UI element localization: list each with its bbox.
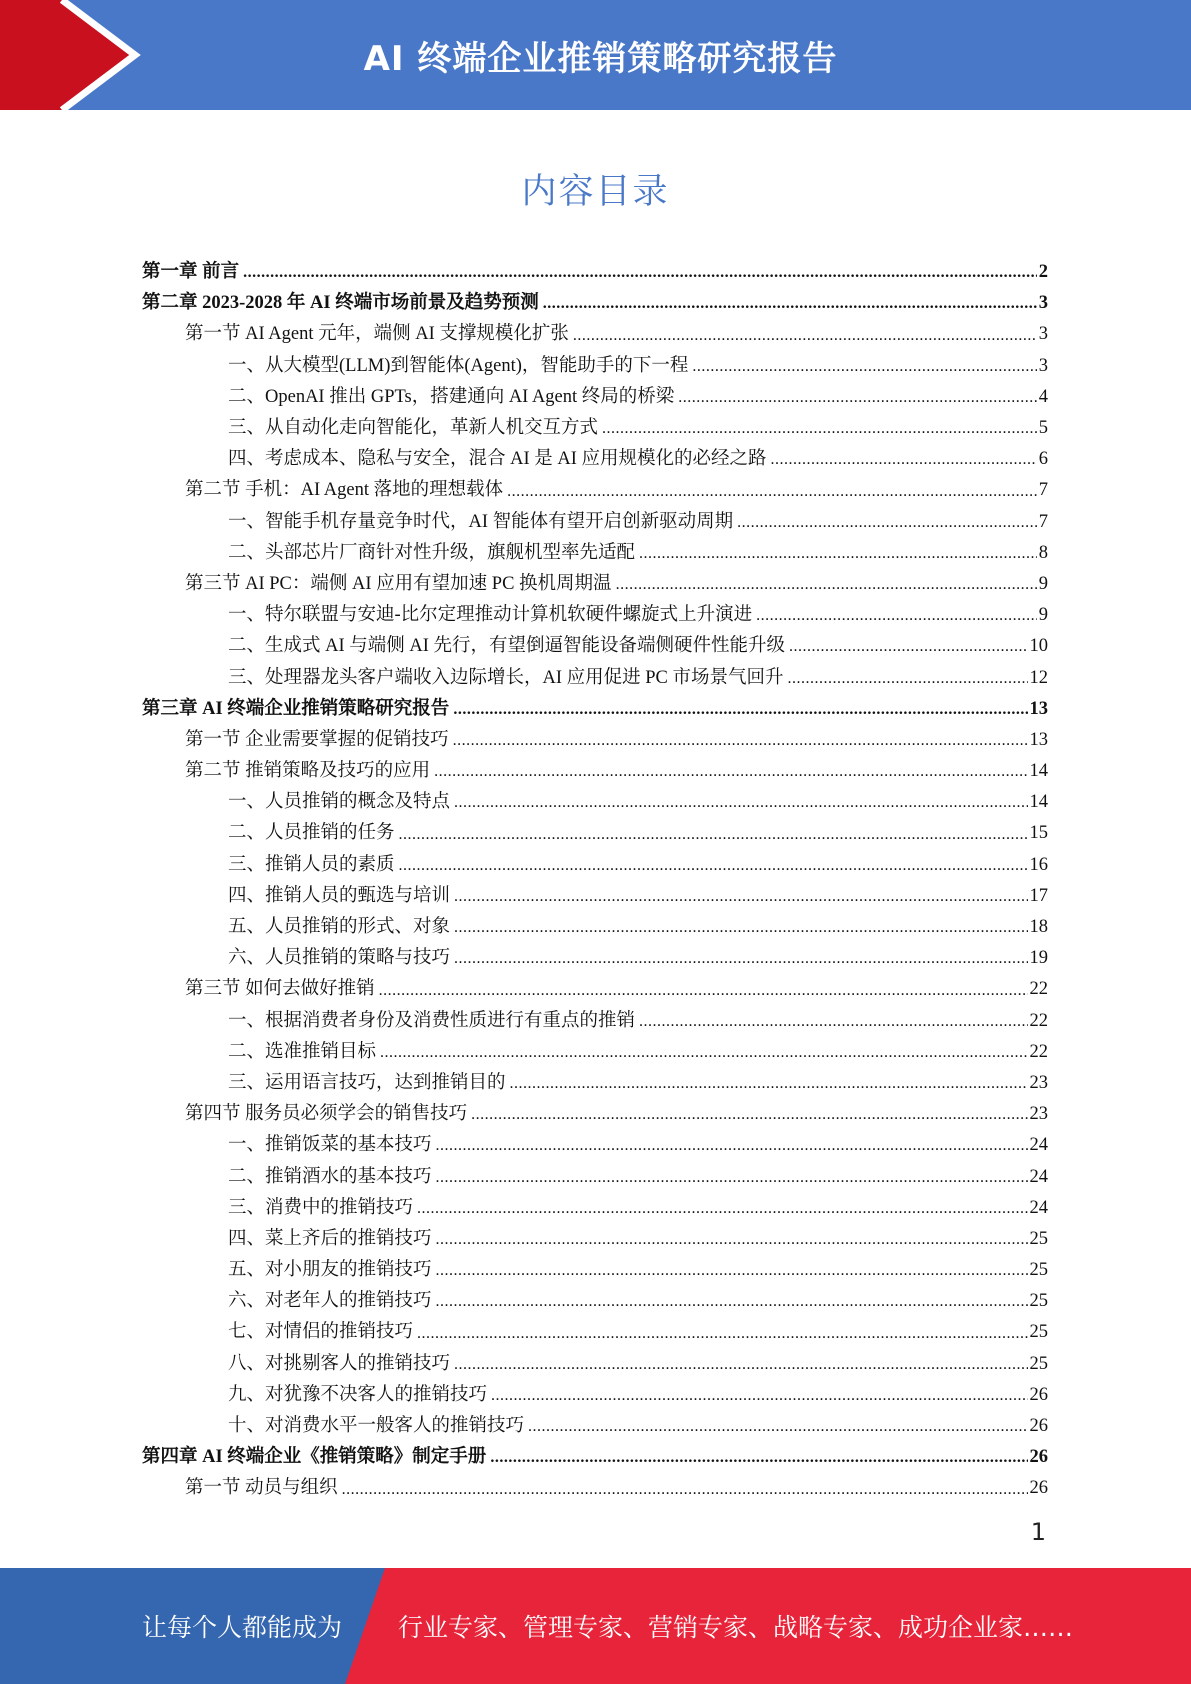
toc-entry-title: 三、从自动化走向智能化，革新人机交互方式 bbox=[228, 418, 599, 438]
toc-subsection-entry[interactable] bbox=[142, 1189, 1048, 1220]
toc-entry-page: 23 bbox=[1029, 1104, 1048, 1125]
toc-section-entry[interactable] bbox=[142, 970, 1048, 1001]
toc-subsection-entry[interactable] bbox=[142, 814, 1048, 845]
toc-dot-leader bbox=[692, 357, 1036, 378]
toc-entry-title: 七、对情侣的推销技巧 bbox=[228, 1322, 414, 1343]
toc-entry-page: 16 bbox=[1029, 854, 1048, 875]
toc-subsection-entry[interactable] bbox=[142, 1282, 1048, 1313]
toc-subsection-entry[interactable] bbox=[142, 378, 1048, 409]
toc-dot-leader bbox=[453, 731, 1028, 752]
header-banner bbox=[0, 0, 1191, 110]
toc-chapter-entry[interactable] bbox=[142, 1438, 1048, 1469]
toc-dot-leader bbox=[756, 606, 1037, 627]
toc-entry-page: 14 bbox=[1029, 792, 1048, 813]
toc-subsection-entry[interactable] bbox=[142, 1033, 1048, 1064]
toc-subsection-entry[interactable] bbox=[142, 1407, 1048, 1438]
toc-entry-page: 26 bbox=[1029, 1416, 1048, 1436]
toc-subsection-entry[interactable] bbox=[142, 1345, 1048, 1376]
toc-entry-page: 3 bbox=[1038, 324, 1048, 345]
toc-dot-leader bbox=[471, 1105, 1027, 1126]
footer-slogan-left: 让每个人都能成为 bbox=[142, 1613, 343, 1642]
toc-entry-title: 十、对消费水平一般客人的推销技巧 bbox=[228, 1416, 525, 1436]
table-of-contents bbox=[142, 253, 1048, 1501]
toc-subsection-entry[interactable] bbox=[142, 846, 1048, 877]
toc-dot-leader bbox=[639, 1012, 1027, 1033]
toc-chapter-entry[interactable] bbox=[142, 253, 1048, 284]
toc-entry-page: 14 bbox=[1029, 761, 1048, 782]
toc-entry-page: 24 bbox=[1029, 1135, 1048, 1156]
toc-subsection-entry[interactable] bbox=[142, 1157, 1048, 1188]
report-title: AI 终端企业推销策略研究报告 bbox=[363, 38, 838, 79]
footer-banner bbox=[0, 1568, 1191, 1684]
toc-entry-page: 17 bbox=[1029, 885, 1048, 906]
toc-dot-leader bbox=[399, 856, 1028, 877]
toc-entry-title: 二、OpenAI 推出 GPTs，搭建通向 AI Agent 终局的桥梁 bbox=[228, 386, 675, 407]
toc-section-entry[interactable] bbox=[142, 721, 1048, 752]
toc-entry-title: 二、人员推销的任务 bbox=[228, 823, 395, 844]
toc-dot-leader bbox=[543, 294, 1037, 315]
toc-subsection-entry[interactable] bbox=[142, 347, 1048, 378]
toc-subsection-entry[interactable] bbox=[142, 1064, 1048, 1095]
toc-subsection-entry[interactable] bbox=[142, 440, 1048, 471]
toc-entry-page: 25 bbox=[1029, 1322, 1048, 1343]
toc-dot-leader bbox=[528, 1417, 1027, 1438]
toc-dot-leader bbox=[243, 263, 1037, 284]
toc-dot-leader bbox=[436, 1168, 1028, 1189]
toc-entry-title: 第一节 AI Agent 元年，端侧 AI 支撑规模化扩张 bbox=[185, 324, 569, 345]
toc-entry-page: 22 bbox=[1029, 1041, 1048, 1062]
toc-subsection-entry[interactable] bbox=[142, 908, 1048, 939]
toc-entry-page: 24 bbox=[1029, 1166, 1048, 1187]
toc-dot-leader bbox=[616, 575, 1037, 596]
toc-subsection-entry[interactable] bbox=[142, 1251, 1048, 1282]
toc-entry-title: 第一节 企业需要掌握的促销技巧 bbox=[185, 729, 449, 750]
toc-entry-page: 6 bbox=[1038, 449, 1048, 470]
toc-dot-leader bbox=[417, 1324, 1027, 1345]
toc-dot-leader bbox=[379, 981, 1028, 1002]
toc-subsection-entry[interactable] bbox=[142, 503, 1048, 534]
toc-entry-title: 五、人员推销的形式、对象 bbox=[228, 917, 451, 937]
toc-entry-title: 二、推销酒水的基本技巧 bbox=[228, 1166, 432, 1187]
toc-subsection-entry[interactable] bbox=[142, 1313, 1048, 1344]
toc-entry-title: 三、运用语言技巧，达到推销目的 bbox=[228, 1072, 506, 1093]
toc-entry-title: 四、菜上齐后的推销技巧 bbox=[228, 1228, 432, 1249]
toc-entry-page: 24 bbox=[1029, 1197, 1048, 1218]
toc-entry-title: 第二节 手机：AI Agent 落地的理想载体 bbox=[185, 480, 504, 501]
toc-dot-leader bbox=[454, 949, 1027, 970]
toc-entry-title: 二、选准推销目标 bbox=[228, 1041, 377, 1062]
toc-section-entry[interactable] bbox=[142, 565, 1048, 596]
toc-dot-leader bbox=[510, 1074, 1028, 1095]
toc-entry-page: 26 bbox=[1029, 1447, 1048, 1468]
toc-entry-page: 3 bbox=[1038, 355, 1048, 376]
toc-entry-title: 第三节 如何去做好推销 bbox=[185, 979, 375, 1000]
toc-subsection-entry[interactable] bbox=[142, 658, 1048, 689]
toc-dot-leader bbox=[417, 1199, 1027, 1220]
toc-entry-title: 六、人员推销的策略与技巧 bbox=[228, 948, 451, 969]
toc-entry-title: 九、对犹豫不决客人的推销技巧 bbox=[228, 1384, 488, 1405]
toc-entry-page: 15 bbox=[1029, 823, 1048, 844]
toc-dot-leader bbox=[454, 918, 1027, 939]
toc-dot-leader bbox=[434, 762, 1027, 783]
toc-dot-leader bbox=[737, 513, 1037, 534]
toc-dot-leader bbox=[436, 1292, 1028, 1313]
toc-dot-leader bbox=[399, 825, 1028, 846]
toc-entry-title: 一、特尔联盟与安迪-比尔定理推动计算机软硬件螺旋式上升演进 bbox=[228, 605, 753, 626]
toc-entry-page: 9 bbox=[1038, 573, 1048, 594]
toc-entry-title: 四、推销人员的甄选与培训 bbox=[228, 885, 451, 906]
toc-entry-title: 一、推销饭菜的基本技巧 bbox=[228, 1135, 432, 1156]
toc-entry-page: 22 bbox=[1029, 1010, 1048, 1031]
toc-dot-leader bbox=[436, 1230, 1028, 1251]
toc-entry-page: 22 bbox=[1029, 979, 1048, 1000]
toc-entry-title: 五、对小朋友的推销技巧 bbox=[228, 1260, 432, 1281]
toc-entry-page: 10 bbox=[1029, 636, 1048, 657]
toc-subsection-entry[interactable] bbox=[142, 596, 1048, 627]
toc-dot-leader bbox=[436, 1261, 1028, 1282]
footer-slogan-right: 行业专家、管理专家、营销专家、战略专家、成功企业家…… bbox=[398, 1613, 1074, 1642]
toc-dot-leader bbox=[678, 388, 1036, 409]
toc-entry-title: 二、生成式 AI 与端侧 AI 先行，有望倒逼智能设备端侧硬件性能升级 bbox=[228, 636, 786, 657]
toc-entry-title: 八、对挑剔客人的推销技巧 bbox=[228, 1353, 451, 1374]
toc-subsection-entry[interactable] bbox=[142, 1126, 1048, 1157]
toc-entry-title: 三、推销人员的素质 bbox=[228, 854, 395, 875]
toc-entry-page: 4 bbox=[1038, 386, 1048, 407]
toc-section-entry[interactable] bbox=[142, 752, 1048, 783]
toc-entry-page: 9 bbox=[1038, 605, 1048, 626]
toc-entry-title: 一、从大模型(LLM)到智能体(Agent)，智能助手的下一程 bbox=[228, 355, 689, 376]
toc-entry-title: 第四节 服务员必须学会的销售技巧 bbox=[185, 1104, 468, 1125]
toc-dot-leader bbox=[490, 1448, 1027, 1469]
toc-section-entry[interactable] bbox=[142, 1469, 1048, 1500]
toc-entry-title: 第四章 AI 终端企业《推销策略》制定手册 bbox=[142, 1447, 487, 1468]
toc-dot-leader bbox=[453, 700, 1027, 721]
toc-section-entry[interactable] bbox=[142, 471, 1048, 502]
toc-entry-page: 26 bbox=[1029, 1384, 1048, 1405]
toc-subsection-entry[interactable] bbox=[142, 627, 1048, 658]
toc-dot-leader bbox=[491, 1386, 1027, 1407]
toc-entry-title: 四、考虑成本、隐私与安全，混合 AI 是 AI 应用规模化的必经之路 bbox=[228, 449, 767, 470]
toc-dot-leader bbox=[771, 450, 1037, 471]
toc-dot-leader bbox=[602, 419, 1037, 440]
toc-entry-page: 7 bbox=[1038, 511, 1048, 532]
toc-subsection-entry[interactable] bbox=[142, 783, 1048, 814]
toc-dot-leader bbox=[573, 326, 1037, 347]
toc-entry-page: 18 bbox=[1029, 917, 1048, 937]
toc-entry-page: 13 bbox=[1029, 698, 1048, 719]
toc-entry-title: 第三节 AI PC：端侧 AI 应用有望加速 PC 换机周期温 bbox=[185, 573, 612, 594]
toc-entry-title: 第二节 推销策略及技巧的应用 bbox=[185, 761, 431, 782]
toc-entry-page: 25 bbox=[1029, 1228, 1048, 1249]
toc-subsection-entry[interactable] bbox=[142, 1002, 1048, 1033]
toc-entry-title: 第一章 前言 bbox=[142, 262, 240, 283]
toc-section-entry[interactable] bbox=[142, 315, 1048, 346]
toc-dot-leader bbox=[788, 669, 1028, 690]
toc-subsection-entry[interactable] bbox=[142, 1220, 1048, 1251]
toc-entry-page: 23 bbox=[1029, 1072, 1048, 1093]
toc-entry-title: 一、人员推销的概念及特点 bbox=[228, 792, 451, 813]
toc-section-entry[interactable] bbox=[142, 1095, 1048, 1126]
toc-entry-page: 3 bbox=[1038, 293, 1048, 314]
toc-entry-title: 第二章 2023-2028 年 AI 终端市场前景及趋势预测 bbox=[142, 293, 539, 314]
toc-entry-title: 三、消费中的推销技巧 bbox=[228, 1197, 414, 1218]
toc-entry-title: 三、处理器龙头客户端收入边际增长，AI 应用促进 PC 市场景气回升 bbox=[228, 667, 784, 688]
toc-entry-title: 一、智能手机存量竞争时代，AI 智能体有望开启创新驱动周期 bbox=[228, 511, 734, 532]
toc-dot-leader bbox=[380, 1043, 1027, 1064]
toc-dot-leader bbox=[436, 1136, 1028, 1157]
toc-heading: 内容目录 bbox=[521, 172, 670, 212]
toc-chapter-entry[interactable] bbox=[142, 690, 1048, 721]
toc-entry-page: 7 bbox=[1038, 480, 1048, 501]
toc-entry-page: 13 bbox=[1029, 729, 1048, 750]
toc-dot-leader bbox=[454, 887, 1027, 908]
toc-entry-page: 5 bbox=[1038, 418, 1048, 438]
toc-entry-page: 25 bbox=[1029, 1353, 1048, 1374]
toc-subsection-entry[interactable] bbox=[142, 409, 1048, 440]
toc-entry-title: 第三章 AI 终端企业推销策略研究报告 bbox=[142, 698, 450, 719]
toc-entry-title: 第一节 动员与组织 bbox=[185, 1478, 338, 1499]
toc-entry-page: 12 bbox=[1029, 667, 1048, 688]
toc-dot-leader bbox=[789, 637, 1027, 658]
toc-entry-title: 二、头部芯片厂商针对性升级，旗舰机型率先适配 bbox=[228, 542, 636, 563]
toc-entry-page: 19 bbox=[1029, 948, 1048, 969]
toc-entry-page: 8 bbox=[1038, 542, 1048, 563]
toc-entry-title: 六、对老年人的推销技巧 bbox=[228, 1291, 432, 1312]
page-number: 1 bbox=[1030, 1518, 1046, 1546]
toc-chapter-entry[interactable] bbox=[142, 284, 1048, 315]
toc-subsection-entry[interactable] bbox=[142, 534, 1048, 565]
toc-entry-page: 25 bbox=[1029, 1260, 1048, 1281]
toc-dot-leader bbox=[507, 482, 1037, 503]
toc-entry-page: 26 bbox=[1029, 1478, 1048, 1499]
toc-dot-leader bbox=[454, 1355, 1027, 1376]
toc-dot-leader bbox=[639, 544, 1037, 565]
toc-entry-title: 一、根据消费者身份及消费性质进行有重点的推销 bbox=[228, 1010, 636, 1031]
toc-entry-page: 25 bbox=[1029, 1291, 1048, 1312]
toc-subsection-entry[interactable] bbox=[142, 1376, 1048, 1407]
toc-dot-leader bbox=[342, 1480, 1028, 1501]
toc-entry-page: 2 bbox=[1038, 262, 1048, 283]
toc-subsection-entry[interactable] bbox=[142, 939, 1048, 970]
toc-dot-leader bbox=[454, 793, 1027, 814]
toc-subsection-entry[interactable] bbox=[142, 877, 1048, 908]
